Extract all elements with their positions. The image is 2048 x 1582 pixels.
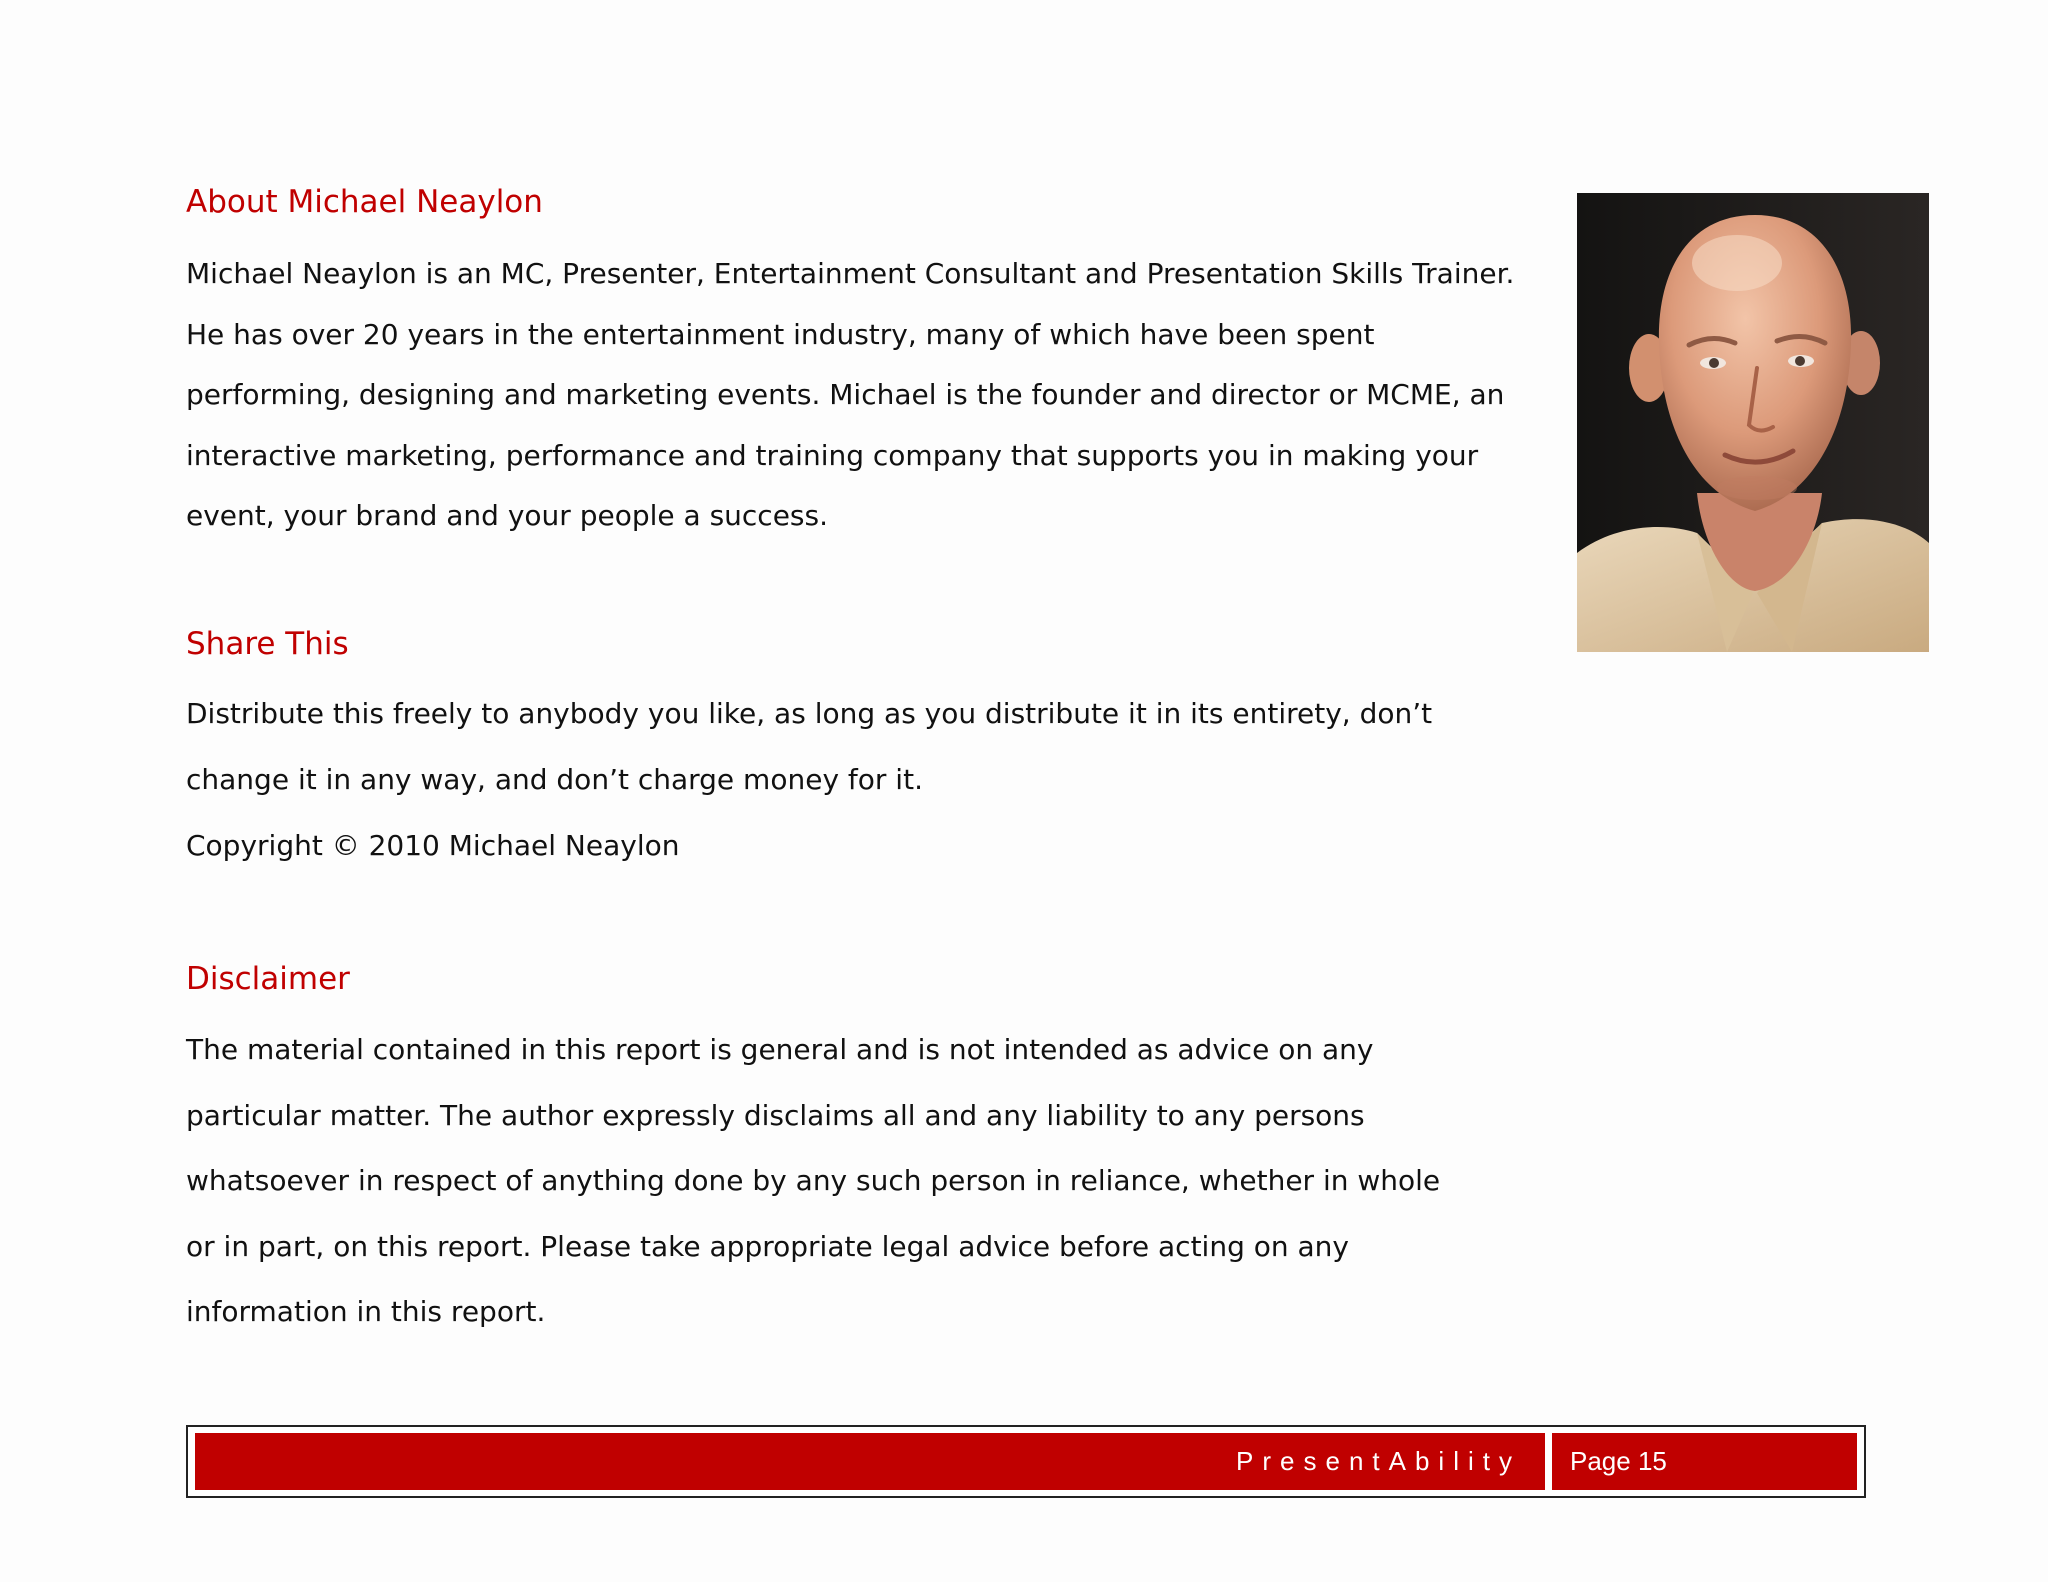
page-footer: [186, 1425, 1866, 1498]
about-line: Michael Neaylon is an MC, Presenter, Entertainment Consultant and Presentation Skills Trainer.: [186, 257, 1515, 290]
about-line: He has over 20 years in the entertainment industry, many of which have been spent: [186, 317, 1375, 351]
author-portrait: [1577, 193, 1929, 652]
disclaimer-line: or in part, on this report. Please take appropriate legal advice before acting on any: [186, 1229, 1349, 1263]
share-line: Distribute this freely to anybody you like, as long as you distribute it in its entirety, don’t: [186, 697, 1433, 730]
disclaimer-heading: Disclaimer: [186, 961, 350, 997]
disclaimer-line: particular matter. The author expressly disclaims all and any liability to any persons: [186, 1098, 1365, 1132]
about-line: interactive marketing, performance and training company that supports you in making your: [186, 438, 1479, 472]
about-paragraph: [186, 244, 1514, 547]
footer-brand-name: PresentAbility: [1236, 1446, 1521, 1476]
page-number: Page 15: [1570, 1446, 1667, 1476]
share-heading: Share This: [186, 626, 349, 662]
disclaimer-line: information in this report.: [186, 1295, 546, 1328]
disclaimer-line: The material contained in this report is general and is not intended as advice on any: [186, 1033, 1374, 1066]
share-line: change it in any way, and don’t charge money for it.: [186, 762, 923, 796]
share-paragraph: [186, 681, 1432, 812]
about-line: performing, designing and marketing events. Michael is the founder and director or MCME, an: [186, 378, 1505, 411]
footer-brand-bar: [195, 1433, 1545, 1490]
copyright-notice: Copyright © 2010 Michael Neaylon: [186, 829, 680, 862]
footer-page-box: [1552, 1433, 1857, 1490]
disclaimer-line: whatsoever in respect of anything done by any such person in reliance, whether in whole: [186, 1164, 1441, 1197]
about-heading: About Michael Neaylon: [186, 184, 543, 220]
about-line: event, your brand and your people a success.: [186, 499, 829, 532]
disclaimer-paragraph: [186, 1017, 1440, 1345]
